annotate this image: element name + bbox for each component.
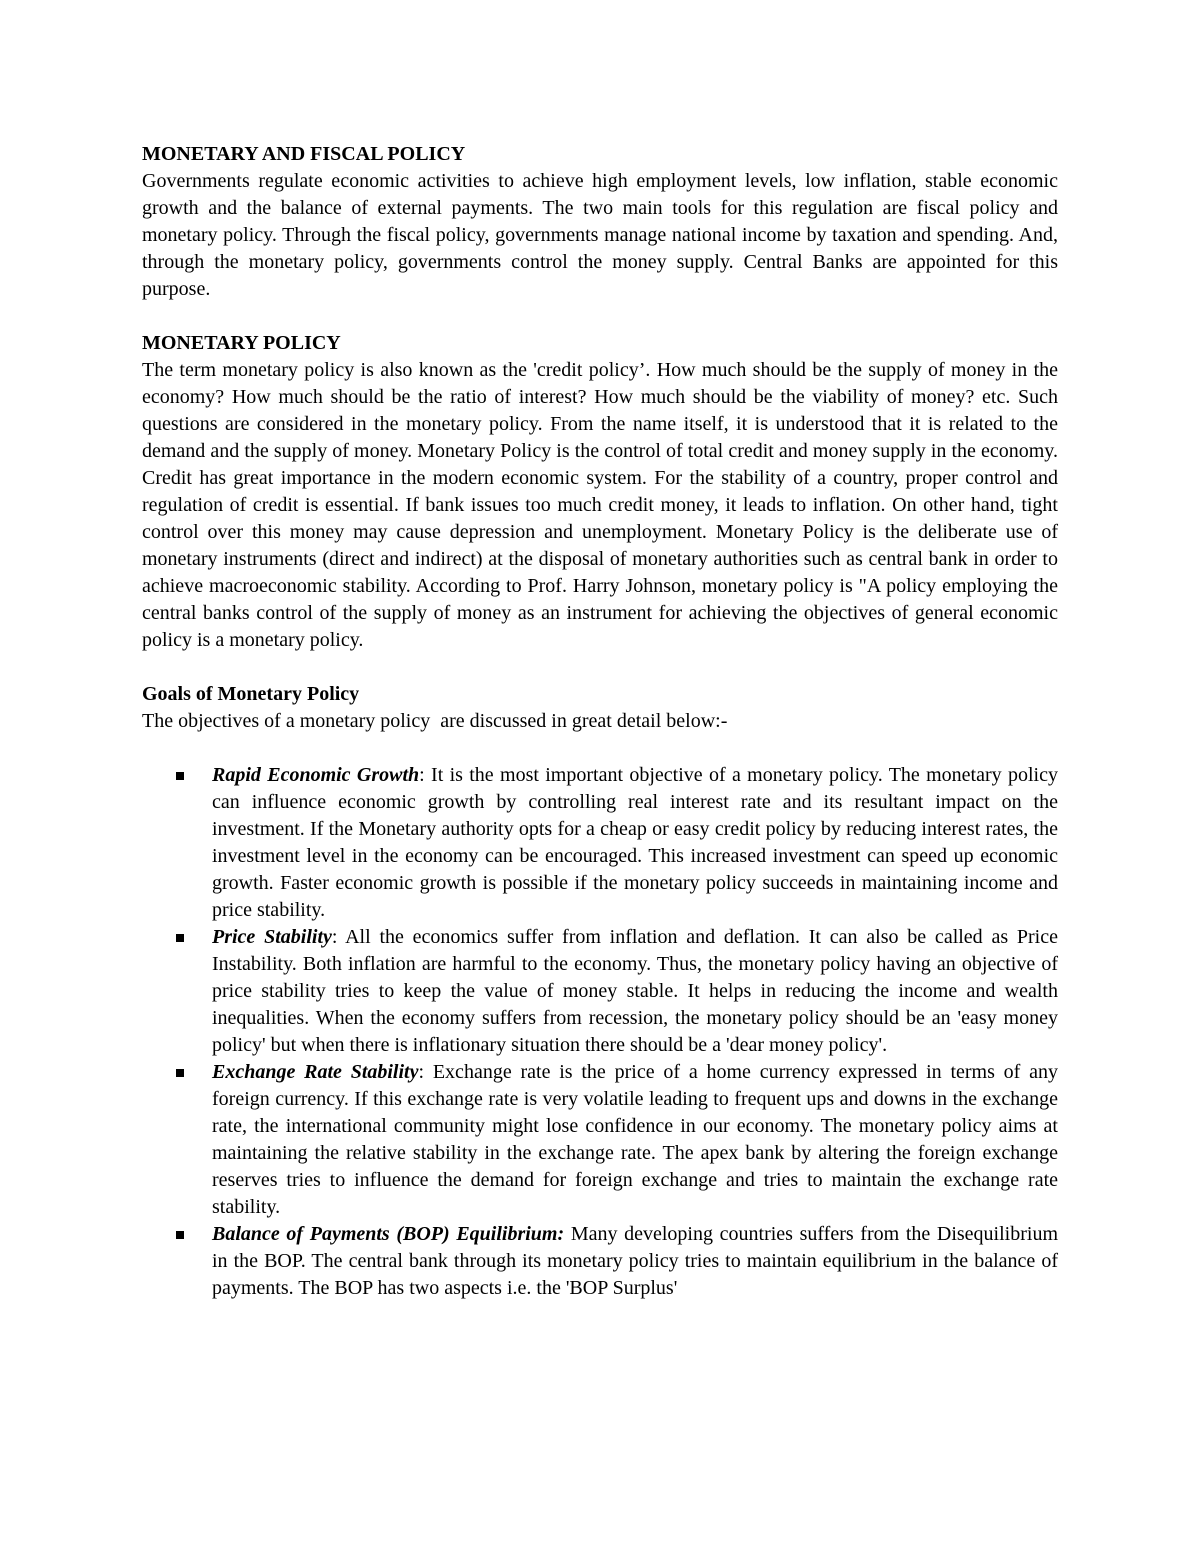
goals-intro: The objectives of a monetary policy are discussed in great detail below:- [142, 710, 728, 732]
monetary-policy-paragraph: The term monetary policy is also known as the 'credit policy’. How much should be the supply of money in the economy? How much should be the ratio of interest? How much should be the viability of money? etc. Such questions are considered in the monetary policy. From the name itself, it is understood that it is related to the demand and the supply of money. Monetary Policy is the control of total credit and money supply in the economy. Credit has great importance in the modern economic system. For the stability of a country, proper control and regulation of credit is essential. If bank issues too much credit money, it leads to inflation. On other hand, tight control over this money may cause depression and unemployment. Monetary Policy is the deliberate use of monetary instruments (direct and indirect) at the disposal of monetary authorities such as central bank in order to achieve macroeconomic stability. According to Prof. Harry Johnson, monetary policy is "A policy employing the central banks control of the supply of money as an instrument for achieving the objectives of general economic policy is a monetary policy. [142, 359, 1058, 651]
goal-text: Many developing countries suffers from the Disequilibrium in the BOP. The central bank through its monetary policy tries to maintain equilibrium in the balance of payments. The BOP has two aspects i.e. the 'BOP Surplus' [212, 1223, 1059, 1299]
goals-heading: Goals of Monetary Policy [142, 683, 360, 705]
goal-separator: : [331, 926, 346, 948]
goal-separator: : [419, 764, 432, 786]
goal-text: Exchange rate is the price of a home currency expressed in terms of any foreign currency. If this exchange rate is very volatile leading to frequent ups and downs in the exchange rate, the international community might lose confidence in our economy. The monetary policy aims at maintaining the relative stability in the exchange rate. The apex bank by altering the foreign exchange reserves tries to influence the demand for foreign exchange and tries to maintain the exchange rate stability. [212, 1061, 1058, 1218]
monetary-policy-heading: MONETARY POLICY [142, 332, 341, 354]
list-item [142, 1059, 1058, 1221]
list-item [142, 762, 1058, 924]
goal-separator: : [418, 1061, 433, 1083]
square-bullet-icon [176, 1231, 184, 1239]
list-item [142, 924, 1058, 1059]
square-bullet-icon [176, 772, 184, 780]
list-gap [142, 735, 1058, 762]
section-gap [142, 654, 1058, 681]
goal-term: Price Stability [212, 926, 332, 948]
section-gap [142, 303, 1058, 330]
goal-term: Rapid Economic Growth [212, 764, 420, 786]
document-title: MONETARY AND FISCAL POLICY [142, 143, 466, 165]
goal-term: Exchange Rate Stability [212, 1061, 419, 1083]
goal-text: It is the most important objective of a monetary policy. The monetary policy can influence economic growth by controlling real interest rate and its resultant impact on the investment. If the Monetary authority opts for a cheap or easy credit policy by reducing interest rates, the investment level in the economy can be encouraged. This increased investment can speed up economic growth. Faster economic growth is possible if the monetary policy succeeds in maintaining income and price stability. [212, 764, 1058, 921]
goals-list [142, 762, 1058, 1302]
intro-paragraph: Governments regulate economic activities to achieve high employment levels, low inflation, stable economic growth and the balance of external payments. The two main tools for this regulation are fiscal policy and monetary policy. Through the fiscal policy, governments manage national income by taxation and spending. And, through the monetary policy, governments control the money supply. Central Banks are appointed for this purpose. [142, 170, 1058, 300]
goal-separator [564, 1223, 571, 1245]
square-bullet-icon [176, 1069, 184, 1077]
list-item [142, 1221, 1058, 1302]
goal-term: Balance of Payments (BOP) Equilibrium: [212, 1223, 565, 1245]
goal-text: All the economics suffer from inflation and deflation. It can also be called as Price Instability. Both inflation are harmful to the economy. Thus, the monetary policy having an objective of price stability tries to keep the value of money stable. It helps in reducing the income and wealth inequalities. When the economy suffers from recession, the monetary policy should be an 'easy money policy' but when there is inflationary situation there should be a 'dear money policy'. [212, 926, 1058, 1056]
square-bullet-icon [176, 934, 184, 942]
